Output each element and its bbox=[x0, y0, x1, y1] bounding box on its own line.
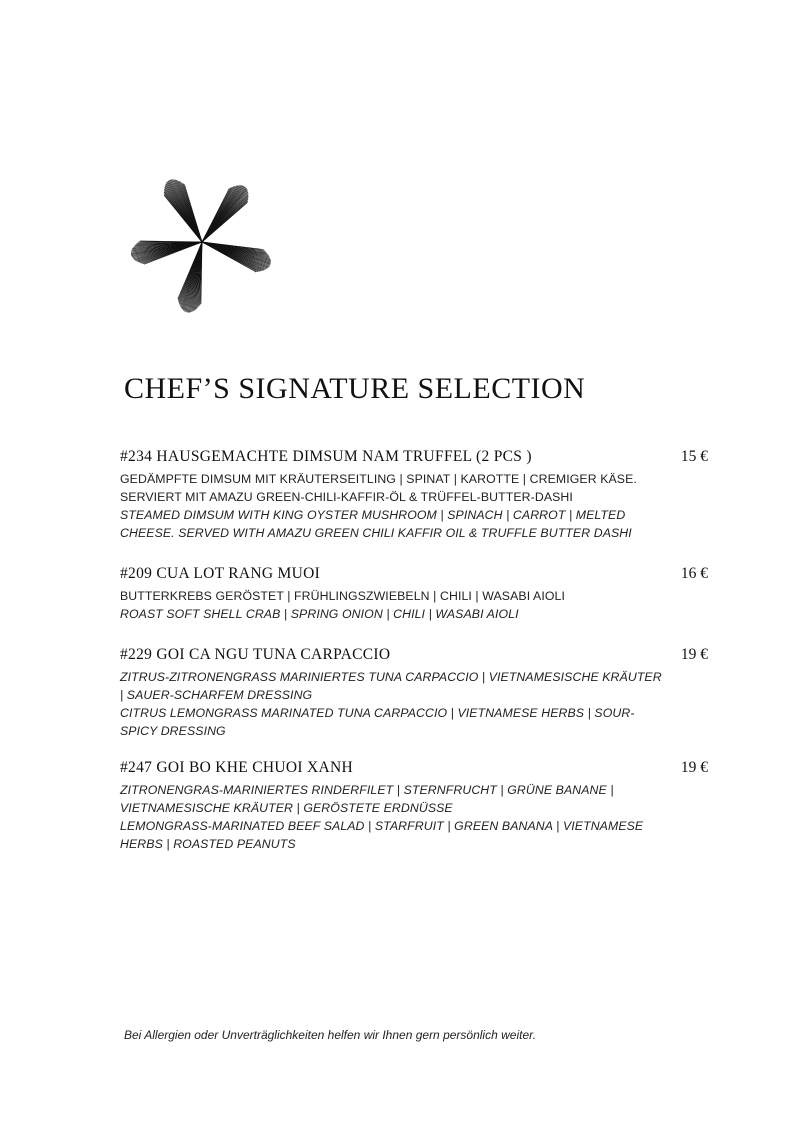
item-description-en: CITRUS LEMONGRASS MARINATED TUNA CARPACCIO | VIETNAMESE HERBS | SOUR-SPICY DRESSING bbox=[120, 706, 635, 738]
item-price: 19 € bbox=[680, 759, 708, 776]
item-name: #209 CUA LOT RANG MUOI bbox=[120, 565, 321, 582]
item-name: #229 GOI CA NGU TUNA CARPACCIO bbox=[120, 646, 391, 663]
item-name: #234 HAUSGEMACHTE DIMSUM NAM TRUFFEL (2 PCS ) bbox=[120, 448, 532, 465]
item-price: 16 € bbox=[680, 565, 708, 582]
item-name: #247 GOI BO KHE CHUOI XANH bbox=[120, 759, 353, 776]
menu-item bbox=[120, 446, 710, 542]
item-price: 15 € bbox=[680, 448, 708, 465]
item-description-de: ZITRUS-ZITRONENGRASS MARINIERTES TUNA CARPACCIO | VIETNAMESISCHE KRÄUTER | SAUER-SCHARFEM DRESSING bbox=[120, 670, 662, 702]
item-price: 19 € bbox=[680, 646, 708, 663]
allergy-note: Bei Allergien oder Unverträglichkeiten helfen wir Ihnen gern persönlich weiter. bbox=[124, 1028, 536, 1042]
menu-item bbox=[120, 757, 710, 853]
item-description-de: GEDÄMPFTE DIMSUM MIT KRÄUTERSEITLING | SPINAT | KAROTTE | CREMIGER KÄSE. SERVIERT MIT AMAZU GREEN-CHILI-KAFFIR-ÖL & TRÜFFEL-BUTTER-DASHI bbox=[120, 472, 637, 504]
item-description-en: ROAST SOFT SHELL CRAB | SPRING ONION | CHILI | WASABI AIOLI bbox=[120, 607, 519, 621]
page-title: CHEF’S SIGNATURE SELECTION bbox=[124, 372, 586, 405]
item-description-de: BUTTERKREBS GERÖSTET | FRÜHLINGSZWIEBELN | CHILI | WASABI AIOLI bbox=[120, 589, 565, 603]
item-description-en: STEAMED DIMSUM WITH KING OYSTER MUSHROOM | SPINACH | CARROT | MELTED CHEESE. SERVED WITH AMAZU GREEN CHILI KAFFIR OIL & TRUFFLE BUTTER DASHI bbox=[120, 508, 632, 540]
item-description-de: ZITRONENGRAS-MARINIERTES RINDERFILET | STERNFRUCHT | GRÜNE BANANE | VIETNAMESISCHE KRÄUTER | GERÖSTETE ERDNÜSSE bbox=[120, 783, 614, 815]
item-description-en: LEMONGRASS-MARINATED BEEF SALAD | STARFRUIT | GREEN BANANA | VIETNAMESE HERBS | ROASTED PEANUTS bbox=[120, 819, 644, 851]
menu-item bbox=[120, 644, 710, 740]
menu-item bbox=[120, 563, 710, 623]
flower-icon bbox=[124, 172, 276, 322]
